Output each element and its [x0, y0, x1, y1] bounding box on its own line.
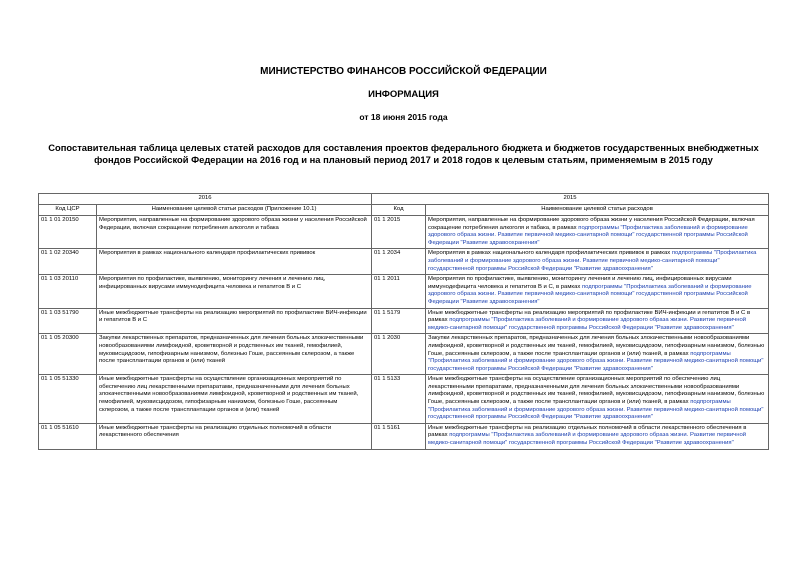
col-name-2016-header: Наименование целевой статьи расходов (Приложение 10.1): [97, 205, 372, 216]
document-type: ИНФОРМАЦИЯ: [368, 89, 439, 100]
year-header-row: [39, 194, 769, 205]
year-2015-header: 2015: [372, 194, 769, 205]
name-2015-text: Мероприятия, направленные на формирование здорового образа жизни у населения Российской Федерации, включая сокращение потребления алкоголя и табака, в рамках: [428, 217, 755, 231]
name-2015-text: Иные межбюджетные трансферты на осуществление организационных мероприятий по обеспечению лиц лекарственными препаратами, предназначенными для лечения больных злокачественными новообразованиями лимфоидной, кроветворной и родственных им тканей, гемофилией, муковисцидозом, гипофизарным нанизмом, болезнью Гоше, рассеянным склерозом, а также после трансплантации органов и (или) тканей, в рамках: [428, 376, 765, 406]
code-2015-cell: 01 1 2015: [372, 216, 426, 249]
name-2015-text: Мероприятия по профилактике, выявлению, мониторингу лечения и лечению лиц, инфицированных вирусами иммунодефицита человека и гепатитов В и С, в рамках: [428, 276, 732, 290]
code-2015-cell: 01 1 5161: [372, 423, 426, 449]
code-2016-cell: 01 1 01 20150: [39, 216, 97, 249]
name-2016-cell: Иные межбюджетные трансферты на реализацию отдельных полномочий в области лекарственного обеспечения: [97, 423, 372, 449]
ministry-title: МИНИСТЕРСТВО ФИНАНСОВ РОССИЙСКОЙ ФЕДЕРАЦИИ: [260, 66, 547, 77]
name-2015-cell: [426, 275, 769, 308]
name-2015-cell: [426, 249, 769, 275]
name-2015-text: Мероприятия в рамках национального календаря профилактических прививок в рамках: [428, 250, 672, 257]
name-2015-cell: [426, 216, 769, 249]
code-2015-cell: 01 1 2011: [372, 275, 426, 308]
subprogram-link[interactable]: подпрограммы "Профилактика заболеваний и формирование здорового образа жизни. Развитие первичной медико-санитарной помощи" государственной программы Российской Федерации "Развитие здравоохранения": [428, 432, 747, 447]
col-code-2016-header: Код ЦСР: [39, 205, 97, 216]
table-row: [39, 216, 769, 249]
subprogram-link[interactable]: подпрограммы "Профилактика заболеваний и формирование здорового образа жизни. Развитие первичной медико-санитарной помощи" государственной программы Российской Федерации "Развитие здравоохранения": [428, 317, 747, 331]
subprogram-link[interactable]: подпрограммы "Профилактика заболеваний и формирование здорового образа жизни. Развитие первичной медико-санитарной помощи" государственной программы Российской Федерации "Развитие здравоохранения": [428, 283, 752, 305]
code-2016-cell: 01 1 05 51330: [39, 375, 97, 424]
subprogram-link[interactable]: подпрограммы "Профилактика заболеваний и формирование здорового образа жизни. Развитие первичной медико-санитарной помощи" государственной программы Российской Федерации "Развитие здравоохранения": [428, 224, 748, 246]
code-2016-cell: 01 1 03 51790: [39, 308, 97, 334]
name-2015-text: Иные межбюджетные трансферты на реализацию мероприятий по профилактике ВИЧ-инфекции и гепатитов В и С в рамках: [428, 309, 751, 324]
table-row: [39, 275, 769, 308]
name-2016-cell: Мероприятия, направленные на формирование здорового образа жизни у населения Российской Федерации, включая сокращение потребления алкоголя и табака: [97, 216, 372, 249]
code-2016-cell: 01 1 05 20300: [39, 334, 97, 375]
code-2016-cell: 01 1 02 20340: [39, 249, 97, 275]
document-subtitle: Сопоставительная таблица целевых статей расходов для составления проектов федерального бюджета и бюджетов государственных внебюджетных фондов Российской Федерации на 2016 год и на плановый период 2017 и 2018 годов к целевым статьям, применяемым в 2015 году: [48, 142, 759, 165]
name-2015-cell: [426, 334, 769, 375]
name-2016-cell: Закупки лекарственных препаратов, предназначенных для лечения больных злокачественными новообразованиями лимфоидной, кроветворной и родственных им тканей, гемофилией, муковисцидозом, гипофизарным нанизмом, болезнью Гоше, рассеянным склерозом, а также после трансплантации органов и (или) тканей: [97, 334, 372, 375]
table-row: [39, 375, 769, 424]
code-2015-cell: 01 1 5179: [372, 308, 426, 334]
subprogram-link[interactable]: подпрограммы "Профилактика заболеваний и формирование здорового образа жизни. Развитие первичной медико-санитарной помощи" государственной программы Российской Федерации "Развитие здравоохранения": [428, 399, 764, 421]
table-row: [39, 334, 769, 375]
col-code-2015-header: Код: [372, 205, 426, 216]
document-date: от 18 июня 2015 года: [359, 112, 448, 122]
code-2016-cell: 01 1 03 20110: [39, 275, 97, 308]
name-2015-text: Закупки лекарственных препаратов, предназначенных для лечения больных злокачественными новообразованиями лимфоидной, кроветворной и родственных им тканей, гемофилией, муковисцидозом, гипофизарным нанизмом, болезнью Гоше, рассеянным склерозом, а также после трансплантации органов и (или) тканей, в рамках: [428, 335, 765, 357]
col-name-2015-header: Наименование целевой статьи расходов: [426, 205, 769, 216]
table-row: [39, 249, 769, 275]
name-2015-cell: [426, 308, 769, 334]
name-2016-cell: Иные межбюджетные трансферты на осуществление организационных мероприятий по обеспечению лиц лекарственными препаратами, предназначенными для лечения больных злокачественными новообразованиями лимфоидной, кроветворной и родственных им тканей, гемофилией, муковисцидозом, гипофизарным нанизмом, болезнью Гоше, рассеянным склерозом, а также после трансплантации органов и (или) тканей: [97, 375, 372, 424]
code-2015-cell: 01 1 2030: [372, 334, 426, 375]
name-2015-cell: [426, 423, 769, 449]
name-2015-text: Иные межбюджетные трансферты на реализацию отдельных полномочий в области лекарственного обеспечения в рамках: [428, 424, 747, 439]
code-2015-cell: 01 1 2034: [372, 249, 426, 275]
column-header-row: [39, 205, 769, 216]
name-2016-cell: Иные межбюджетные трансферты на реализацию мероприятий по профилактике ВИЧ-инфекции и гепатитов В и С: [97, 308, 372, 334]
name-2016-cell: Мероприятия по профилактике, выявлению, мониторингу лечения и лечению лиц, инфицированных вирусами иммунодефицита человека и гепатитов В и С: [97, 275, 372, 308]
name-2016-cell: Мероприятия в рамках национального календаря профилактических прививок: [97, 249, 372, 275]
subprogram-link[interactable]: подпрограммы "Профилактика заболеваний и формирование здорового образа жизни. Развитие первичной медико-санитарной помощи" государственной программы Российской Федерации "Развитие здравоохранения": [428, 350, 764, 372]
name-2015-cell: [426, 375, 769, 424]
code-2015-cell: 01 1 5133: [372, 375, 426, 424]
code-2016-cell: 01 1 05 51610: [39, 423, 97, 449]
table-row: [39, 423, 769, 449]
comparison-table: [38, 193, 769, 450]
year-2016-header: 2016: [39, 194, 372, 205]
subprogram-link[interactable]: подпрограммы "Профилактика заболеваний и формирование здорового образа жизни. Развитие первичной медико-санитарной помощи" государственной программы Российской Федерации "Развитие здравоохранения": [428, 250, 757, 272]
table-row: [39, 308, 769, 334]
